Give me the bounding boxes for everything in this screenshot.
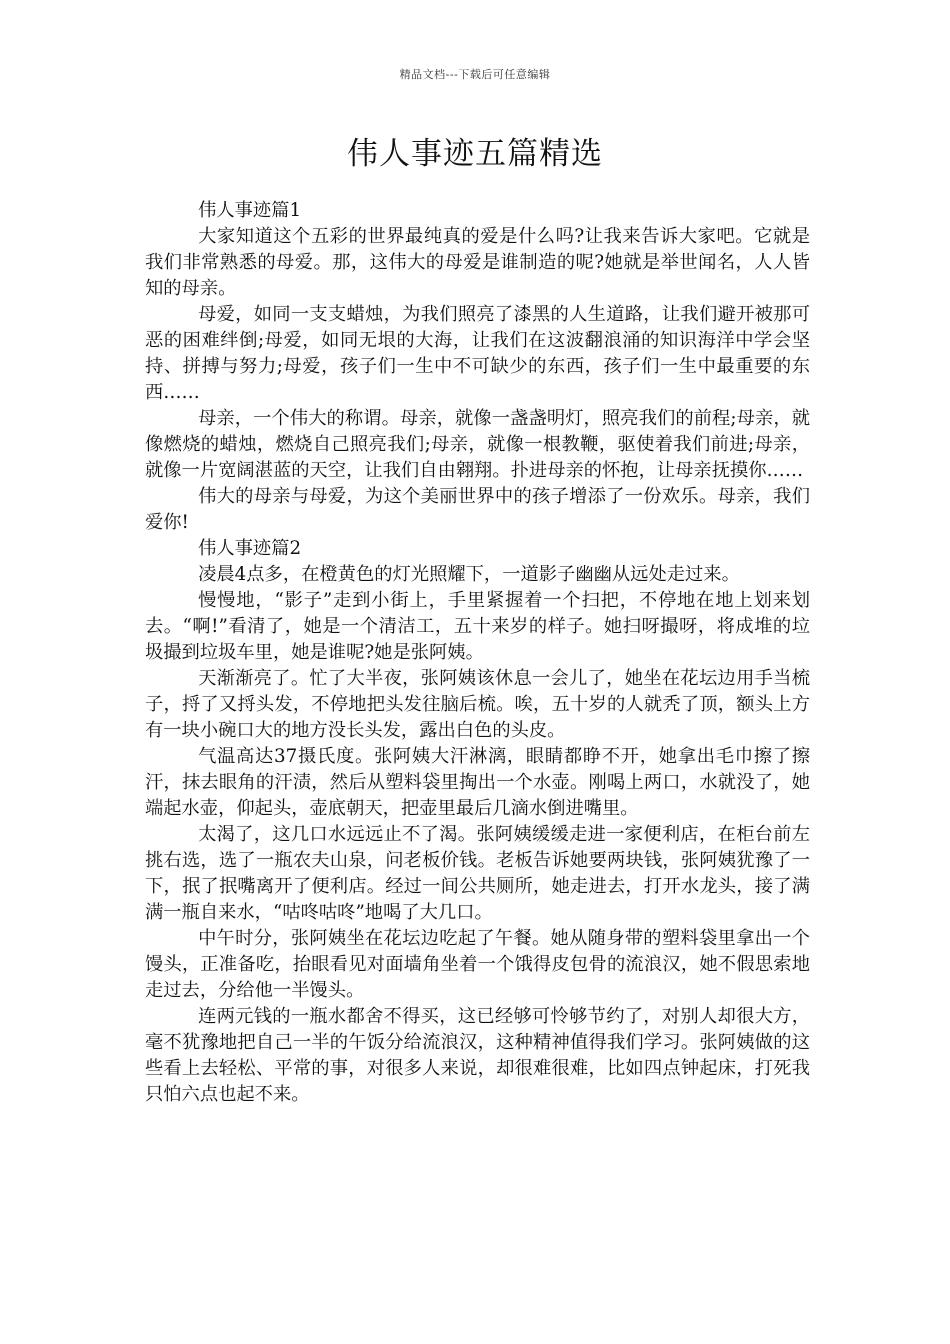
paragraph: 气温高达37摄氏度。张阿姨大汗淋漓，眼睛都睁不开，她拿出毛巾擦了擦汗，抹去眼角的汗渍，然后从塑料袋里掏出一个水壶。刚喝上两口，水就没了，她端起水壶，仰起头，壶底朝天，把壶里最后几滴水倒进嘴里。 xyxy=(145,746,810,819)
paragraph: 母爱，如同一支支蜡烛，为我们照亮了漆黑的人生道路，让我们避开被那可恶的困难绊倒;母爱，如同无垠的大海，让我们在这波翻浪涌的知识海洋中学会坚持、拼搏与努力;母爱，孩子们一生中不可缺少的东西，孩子们一生中最重要的东西…… xyxy=(145,304,810,403)
paragraph: 伟大的母亲与母爱，为这个美丽世界中的孩子增添了一份欢乐。母亲，我们爱你! xyxy=(145,486,810,533)
header-note: 精品文档---下载后可任意编辑 xyxy=(399,68,551,81)
paragraph: 连两元钱的一瓶水都舍不得买，这已经够可怜够节约了，对别人却很大方，毫不犹豫地把自己一半的午饭分给流浪汉，这种精神值得我们学习。张阿姨做的这些看上去轻松、平常的事，对很多人来说，却很难很难，比如四点钟起床，打死我只怕六点也起不来。 xyxy=(145,1006,810,1105)
paragraph: 慢慢地，“影子”走到小街上，手里紧握着一个扫把，不停地在地上划来划去。“啊!”看清了，她是一个清洁工，五十来岁的样子。她扫呀撮呀，将成堆的垃圾撮到垃圾车里，她是谁呢?她是张阿姨。 xyxy=(145,590,810,663)
paragraph: 母亲，一个伟大的称谓。母亲，就像一盏盏明灯，照亮我们的前程;母亲，就像燃烧的蜡烛，燃烧自己照亮我们;母亲，就像一根教鞭，驱使着我们前进;母亲，就像一片宽阔湛蓝的天空，让我们自由翱翔。扑进母亲的怀抱，让母亲抚摸你…… xyxy=(145,408,810,481)
paragraph: 太渴了，这几口水远远止不了渴。张阿姨缓缓走进一家便利店，在柜台前左挑右选，选了一瓶农夫山泉，问老板价钱。老板告诉她要两块钱，张阿姨犹豫了一下，抿了抿嘴离开了便利店。经过一间公共厕所，她走进去，打开水龙头，接了满满一瓶自来水，“咕咚咕咚”地喝了大几口。 xyxy=(145,824,810,923)
section-heading: 伟人事迹篇1 xyxy=(198,200,302,221)
section-heading: 伟人事迹篇2 xyxy=(198,538,302,559)
paragraph: 大家知道这个五彩的世界最纯真的爱是什么吗?让我来告诉大家吧。它就是我们非常熟悉的母爱。那，这伟大的母爱是谁制造的呢?她就是举世闻名，人人皆知的母亲。 xyxy=(145,226,810,299)
paragraph: 凌晨4点多，在橙黄色的灯光照耀下，一道影子幽幽从远处走过来。 xyxy=(198,564,740,585)
document-title: 伟人事迹五篇精选 xyxy=(347,136,603,172)
document-body xyxy=(145,198,810,1108)
paragraph: 中午时分，张阿姨坐在花坛边吃起了午餐。她从随身带的塑料袋里拿出一个馒头，正准备吃，抬眼看见对面墙角坐着一个饿得皮包骨的流浪汉，她不假思索地走过去，分给他一半馒头。 xyxy=(145,928,810,1001)
paragraph: 天渐渐亮了。忙了大半夜，张阿姨该休息一会儿了，她坐在花坛边用手当梳子，捋了又捋头发，不停地把头发往脑后梳。唉，五十岁的人就秃了顶，额头上方有一块小碗口大的地方没长头发，露出白色的头皮。 xyxy=(145,668,810,741)
